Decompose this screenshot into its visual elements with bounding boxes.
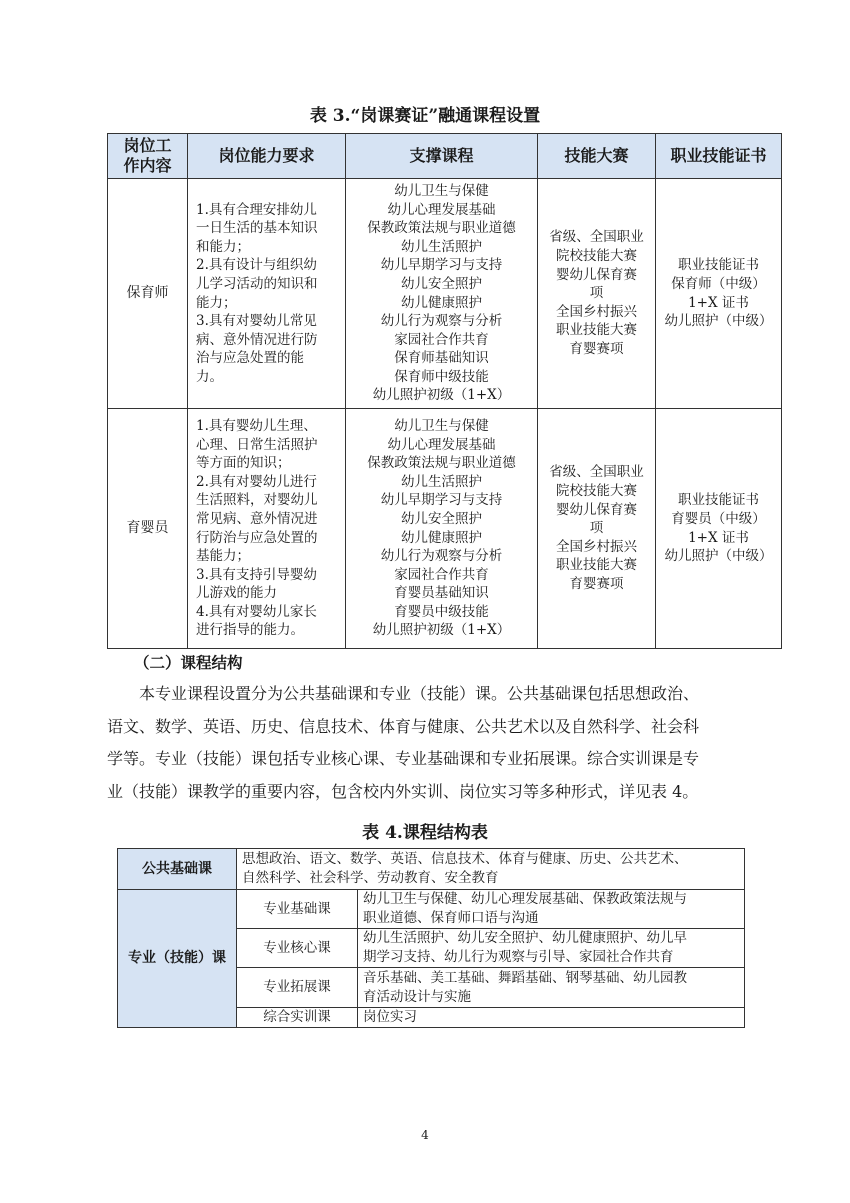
cell-line: 幼儿行为观察与分析 <box>380 548 503 565</box>
paragraph-line: 语文、数学、英语、历史、信息技术、体育与健康、公共艺术以及自然科学、社会科 <box>107 716 700 736</box>
sub-label: 综合实训课 <box>237 1008 358 1028</box>
cell-line: 常见病、意外情况进 <box>196 510 318 527</box>
cell-line: 幼儿照护初级（1+X） <box>372 387 511 404</box>
cell-line: 2.具有设计与组织幼 <box>196 257 317 274</box>
cell-line: 幼儿健康照护 <box>401 529 482 546</box>
cell-line: 能力； <box>196 294 237 311</box>
certificate-cell <box>656 179 782 409</box>
section-heading: （二）课程结构 <box>134 653 243 672</box>
header-job: 岗位工 作内容 <box>108 134 188 179</box>
table3-caption: 表 3.“岗课赛证”融通课程设置 <box>309 106 541 126</box>
cell-line: 育婴赛项 <box>569 340 624 357</box>
content-line: 幼儿生活照护、幼儿安全照护、幼儿健康照护、幼儿早 <box>363 930 687 946</box>
sub-label: 专业核心课 <box>237 929 358 968</box>
cell-line: 心理、日常生活照护 <box>196 436 318 453</box>
professional-course-label: 专业（技能）课 <box>118 890 237 1028</box>
cell-line: 全国乡村振兴 <box>556 538 637 555</box>
cell-line: 项 <box>589 285 604 302</box>
table4-caption: 表 4.课程结构表 <box>362 823 488 843</box>
cell-line: 等方面的知识； <box>196 455 291 472</box>
cell-line: 2.具有对婴幼儿进行 <box>196 473 317 490</box>
cell-line: 院校技能大赛 <box>556 483 637 500</box>
cell-line: 婴幼儿保育赛 <box>556 501 637 518</box>
content-line: 育活动设计与实施 <box>363 988 471 1005</box>
sub-content <box>358 968 745 1008</box>
cell-line: 保育师（中级） <box>671 275 766 292</box>
cell-line: 职业技能证书 <box>678 257 759 274</box>
paragraph-line: 学等。专业（技能）课包括专业核心课、专业基础课和专业拓展课。综合实训课是专 <box>107 749 700 768</box>
cell-line: 和能力； <box>196 238 250 255</box>
table3-row <box>108 409 782 649</box>
header-competition: 技能大赛 <box>538 134 656 179</box>
cell-line: 项 <box>589 520 604 537</box>
sub-label: 专业拓展课 <box>237 968 358 1008</box>
courses-cell <box>346 409 538 649</box>
cell-line: 力。 <box>196 368 223 385</box>
cell-line: 保教政策法规与职业道德 <box>367 220 516 237</box>
sub-content <box>358 1008 745 1028</box>
section-paragraph <box>107 678 783 808</box>
cell-line: 幼儿早期学习与支持 <box>380 257 503 274</box>
competition-cell <box>538 409 656 649</box>
sub-content <box>358 929 745 968</box>
table3-row <box>108 179 782 409</box>
cell-line: 幼儿生活照护 <box>401 238 482 255</box>
cell-line: 院校技能大赛 <box>556 248 637 265</box>
cell-line: 幼儿行为观察与分析 <box>380 313 503 330</box>
cell-line: 育婴员基础知识 <box>394 585 489 602</box>
header-courses: 支撑课程 <box>346 134 538 179</box>
table3 <box>107 133 782 649</box>
content-line: 期学习支持、幼儿行为观察与引导、家园社合作共育 <box>363 949 674 965</box>
cell-line: 婴幼儿保育赛 <box>556 266 637 283</box>
cell-line: 幼儿心理发展基础 <box>387 436 496 453</box>
public-course-label: 公共基础课 <box>118 849 237 890</box>
cell-line: 职业技能大赛 <box>556 557 637 574</box>
cell-line: 生活照料，对婴幼儿 <box>196 492 318 509</box>
cell-line: 进行指导的能力。 <box>196 622 304 639</box>
cell-line: 省级、全国职业 <box>549 229 644 246</box>
job-cell: 育婴员 <box>108 409 188 649</box>
cell-line: 育婴赛项 <box>569 575 624 592</box>
cell-line: 幼儿安全照护 <box>401 275 482 292</box>
cell-line: 1.具有合理安排幼儿 <box>196 201 317 218</box>
cell-line: 育婴员（中级） <box>671 510 766 527</box>
ability-cell <box>188 179 346 409</box>
cell-line: 幼儿安全照护 <box>401 510 482 527</box>
cell-line: 幼儿卫生与保健 <box>394 182 489 199</box>
cell-line: 1+X 证书 <box>688 529 749 546</box>
table4-row-public <box>118 849 745 890</box>
content-line: 思想政治、语文、数学、英语、信息技术、体育与健康、历史、公共艺术、 <box>242 851 688 867</box>
table4-row-basic <box>118 890 745 929</box>
cell-line: 家园社合作共育 <box>394 331 489 348</box>
sub-label: 专业基础课 <box>237 890 358 929</box>
cell-line: 儿游戏的能力 <box>196 585 277 602</box>
ability-cell <box>188 409 346 649</box>
cell-line: 3.具有对婴幼儿常见 <box>196 313 317 330</box>
paragraph-line: 本专业课程设置分为公共基础课和专业（技能）课。公共基础课包括思想政治、 <box>139 684 700 703</box>
header-ability: 岗位能力要求 <box>188 134 346 179</box>
page-number: 4 <box>421 1128 429 1142</box>
job-cell: 保育师 <box>108 179 188 409</box>
cell-line: 基能力； <box>196 548 250 565</box>
cell-line: 职业技能证书 <box>678 492 759 509</box>
cell-line: 保教政策法规与职业道德 <box>367 455 516 472</box>
content-line: 音乐基础、美工基础、舞蹈基础、钢琴基础、幼儿园教 <box>363 969 687 986</box>
cell-line: 3.具有支持引导婴幼 <box>196 566 317 583</box>
cell-line: 幼儿心理发展基础 <box>387 201 496 218</box>
cell-line: 幼儿生活照护 <box>401 473 482 490</box>
cell-line: 幼儿早期学习与支持 <box>380 492 503 509</box>
sub-content <box>358 890 745 929</box>
cell-line: 保育师基础知识 <box>394 350 489 367</box>
cell-line: 幼儿照护初级（1+X） <box>372 622 511 639</box>
cell-line: 1+X 证书 <box>688 294 749 311</box>
content-line: 岗位实习 <box>363 1009 417 1025</box>
cell-line: 育婴员中级技能 <box>394 603 489 620</box>
cell-line: 幼儿卫生与保健 <box>394 417 489 434</box>
table3-header-row <box>108 134 782 179</box>
certificate-cell <box>656 409 782 649</box>
cell-line: 保育师中级技能 <box>394 368 489 385</box>
cell-line: 职业技能大赛 <box>556 322 637 339</box>
paragraph-line: 业（技能）课教学的重要内容，包含校内外实训、岗位实习等多种形式，详见表 4。 <box>107 781 699 801</box>
content-line: 职业道德、保育师口语与沟通 <box>363 910 539 926</box>
cell-line: 幼儿照护（中级） <box>664 313 773 330</box>
cell-line: 1.具有婴幼儿生理、 <box>196 417 317 434</box>
cell-line: 全国乡村振兴 <box>556 303 637 320</box>
cell-line: 4.具有对婴幼儿家长 <box>196 603 317 620</box>
table4 <box>117 848 745 1028</box>
cell-line: 省级、全国职业 <box>549 464 644 481</box>
header-certificate: 职业技能证书 <box>656 134 782 179</box>
cell-line: 病、意外情况进行防 <box>196 331 318 348</box>
cell-line: 幼儿照护（中级） <box>664 548 773 565</box>
public-course-content <box>237 849 745 890</box>
competition-cell <box>538 179 656 409</box>
content-line: 自然科学、社会科学、劳动教育、安全教育 <box>242 870 499 886</box>
cell-line: 一日生活的基本知识 <box>196 220 318 237</box>
cell-line: 家园社合作共育 <box>394 566 489 583</box>
cell-line: 行防治与应急处置的 <box>196 529 318 546</box>
cell-line: 幼儿健康照护 <box>401 294 482 311</box>
courses-cell <box>346 179 538 409</box>
cell-line: 治与应急处置的能 <box>196 350 304 367</box>
content-line: 幼儿卫生与保健、幼儿心理发展基础、保教政策法规与 <box>363 891 687 907</box>
cell-line: 儿学习活动的知识和 <box>196 275 318 292</box>
